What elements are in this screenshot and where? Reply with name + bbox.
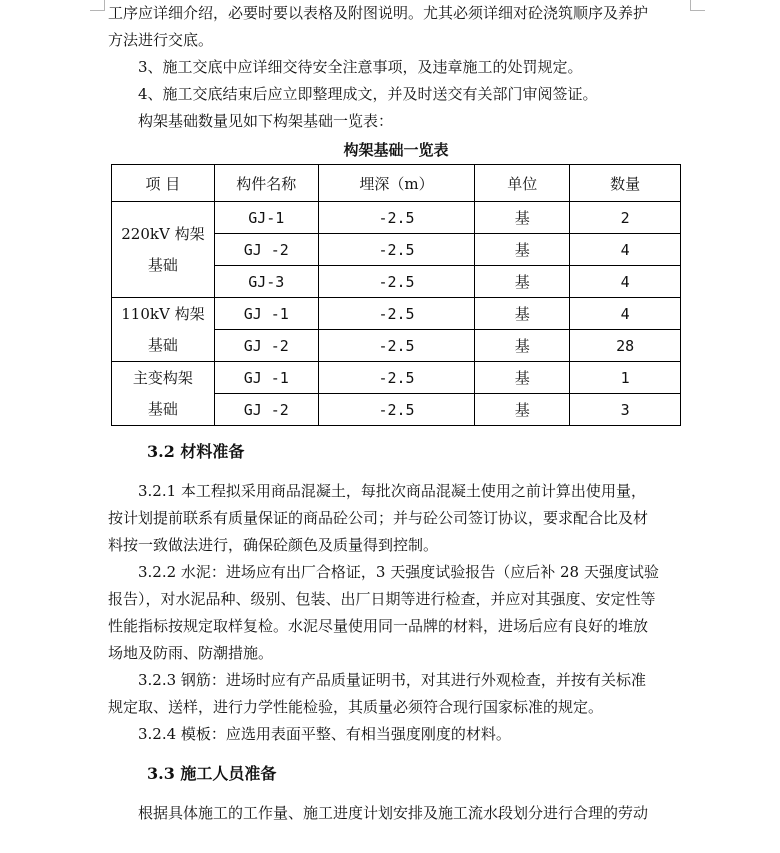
quantity-cell: 4 [570,298,681,330]
intro-line: 工序应详细介绍，必要时要以表格及附图说明。尤其必须详细对砼浇筑顺序及养护 [108,4,649,22]
header-component-name: 构件名称 [214,165,318,202]
paragraph-line: 3.2.1 本工程拟采用商品混凝土，每批次商品混凝土使用之前计算出使用量， [138,482,646,500]
item-label-line: 基础 [147,399,178,418]
depth-cell: -2.5 [318,266,475,298]
component-name-cell: GJ -2 [214,330,318,362]
paragraph-line: 3.2.3 钢筋：进场时应有产品质量证明书，对其进行外观检查，并按有关标准 [138,671,646,689]
unit-cell: 基 [475,330,570,362]
unit-cell: 基 [475,202,570,234]
section-heading: 3.2 材料准备 [147,442,245,461]
intro-line: 构架基础数量见如下构架基础一览表： [138,112,394,130]
paragraph-line: 按计划提前联系有质量保证的商品砼公司；并与砼公司签订协议，要求配合比及材 [108,509,649,527]
depth-cell: -2.5 [318,298,475,330]
quantity-cell: 3 [570,394,681,426]
depth-cell: -2.5 [318,202,475,234]
item-label-line: 基础 [147,255,178,274]
depth-cell: -2.5 [318,234,475,266]
intro-line: 3、施工交底中应详细交待安全注意事项，及违章施工的处罚规定。 [138,58,583,76]
table-caption: 构架基础一览表 [343,141,449,159]
component-name-cell: GJ -2 [214,234,318,266]
component-name-cell: GJ -1 [214,362,318,394]
depth-cell: -2.5 [318,362,475,394]
item-label-line: 基础 [147,335,178,354]
foundation-table [111,164,681,426]
quantity-cell: 4 [570,234,681,266]
quantity-cell: 1 [570,362,681,394]
item-label-line: 主变构架 [132,368,193,387]
quantity-cell: 4 [570,266,681,298]
item-label-line: 110kV 构架 [121,304,205,323]
table-row [112,362,681,394]
unit-cell: 基 [475,234,570,266]
component-name-cell: GJ-3 [214,266,318,298]
paragraph-line: 3.2.2 水泥：进场应有出厂合格证，3 天强度试验报告（应后补 28 天强度试验 [138,563,659,581]
document-page [108,0,684,827]
unit-cell: 基 [475,266,570,298]
component-name-cell: GJ-1 [214,202,318,234]
paragraph-line: 规定取、送样，进行力学性能检验，其质量必须符合现行国家标准的规定。 [108,698,604,716]
section-heading: 3.3 施工人员准备 [147,764,277,783]
paragraph-line: 3.2.4 模板：应选用表面平整、有相当强度刚度的材料。 [138,725,511,743]
quantity-cell: 2 [570,202,681,234]
paragraph-line: 料按一致做法进行，确保砼颜色及质量得到控制。 [108,536,439,554]
header-quantity: 数量 [570,165,681,202]
table-row [112,202,681,234]
item-cell [112,362,215,426]
header-item: 项 目 [112,165,215,202]
intro-line: 4、施工交底结束后应立即整理成文，并及时送交有关部门审阅签证。 [138,85,598,103]
header-depth: 埋深（m） [318,165,475,202]
page-corner-mark-right [690,0,705,11]
paragraph-line: 根据具体施工的工作量、施工进度计划安排及施工流水段划分进行合理的劳动 [138,804,649,822]
header-unit: 单位 [475,165,570,202]
unit-cell: 基 [475,362,570,394]
paragraph-line: 报告），对水泥品种、级别、包装、出厂日期等进行检查，并应对其强度、安定性等 [108,590,656,608]
intro-line: 方法进行交底。 [108,31,214,49]
table-header-row [112,165,681,202]
page-corner-mark-left [90,0,105,11]
component-name-cell: GJ -2 [214,394,318,426]
item-label-line: 220kV 构架 [121,224,205,243]
quantity-cell: 28 [570,330,681,362]
paragraph-line: 场地及防雨、防潮措施。 [108,644,274,662]
item-cell [112,298,215,362]
component-name-cell: GJ -1 [214,298,318,330]
paragraph-line: 性能指标按规定取样复检。水泥尽量使用同一品牌的材料，进场后应有良好的堆放 [108,617,649,635]
depth-cell: -2.5 [318,394,475,426]
item-cell [112,202,215,298]
unit-cell: 基 [475,298,570,330]
unit-cell: 基 [475,394,570,426]
depth-cell: -2.5 [318,330,475,362]
table-row [112,298,681,330]
